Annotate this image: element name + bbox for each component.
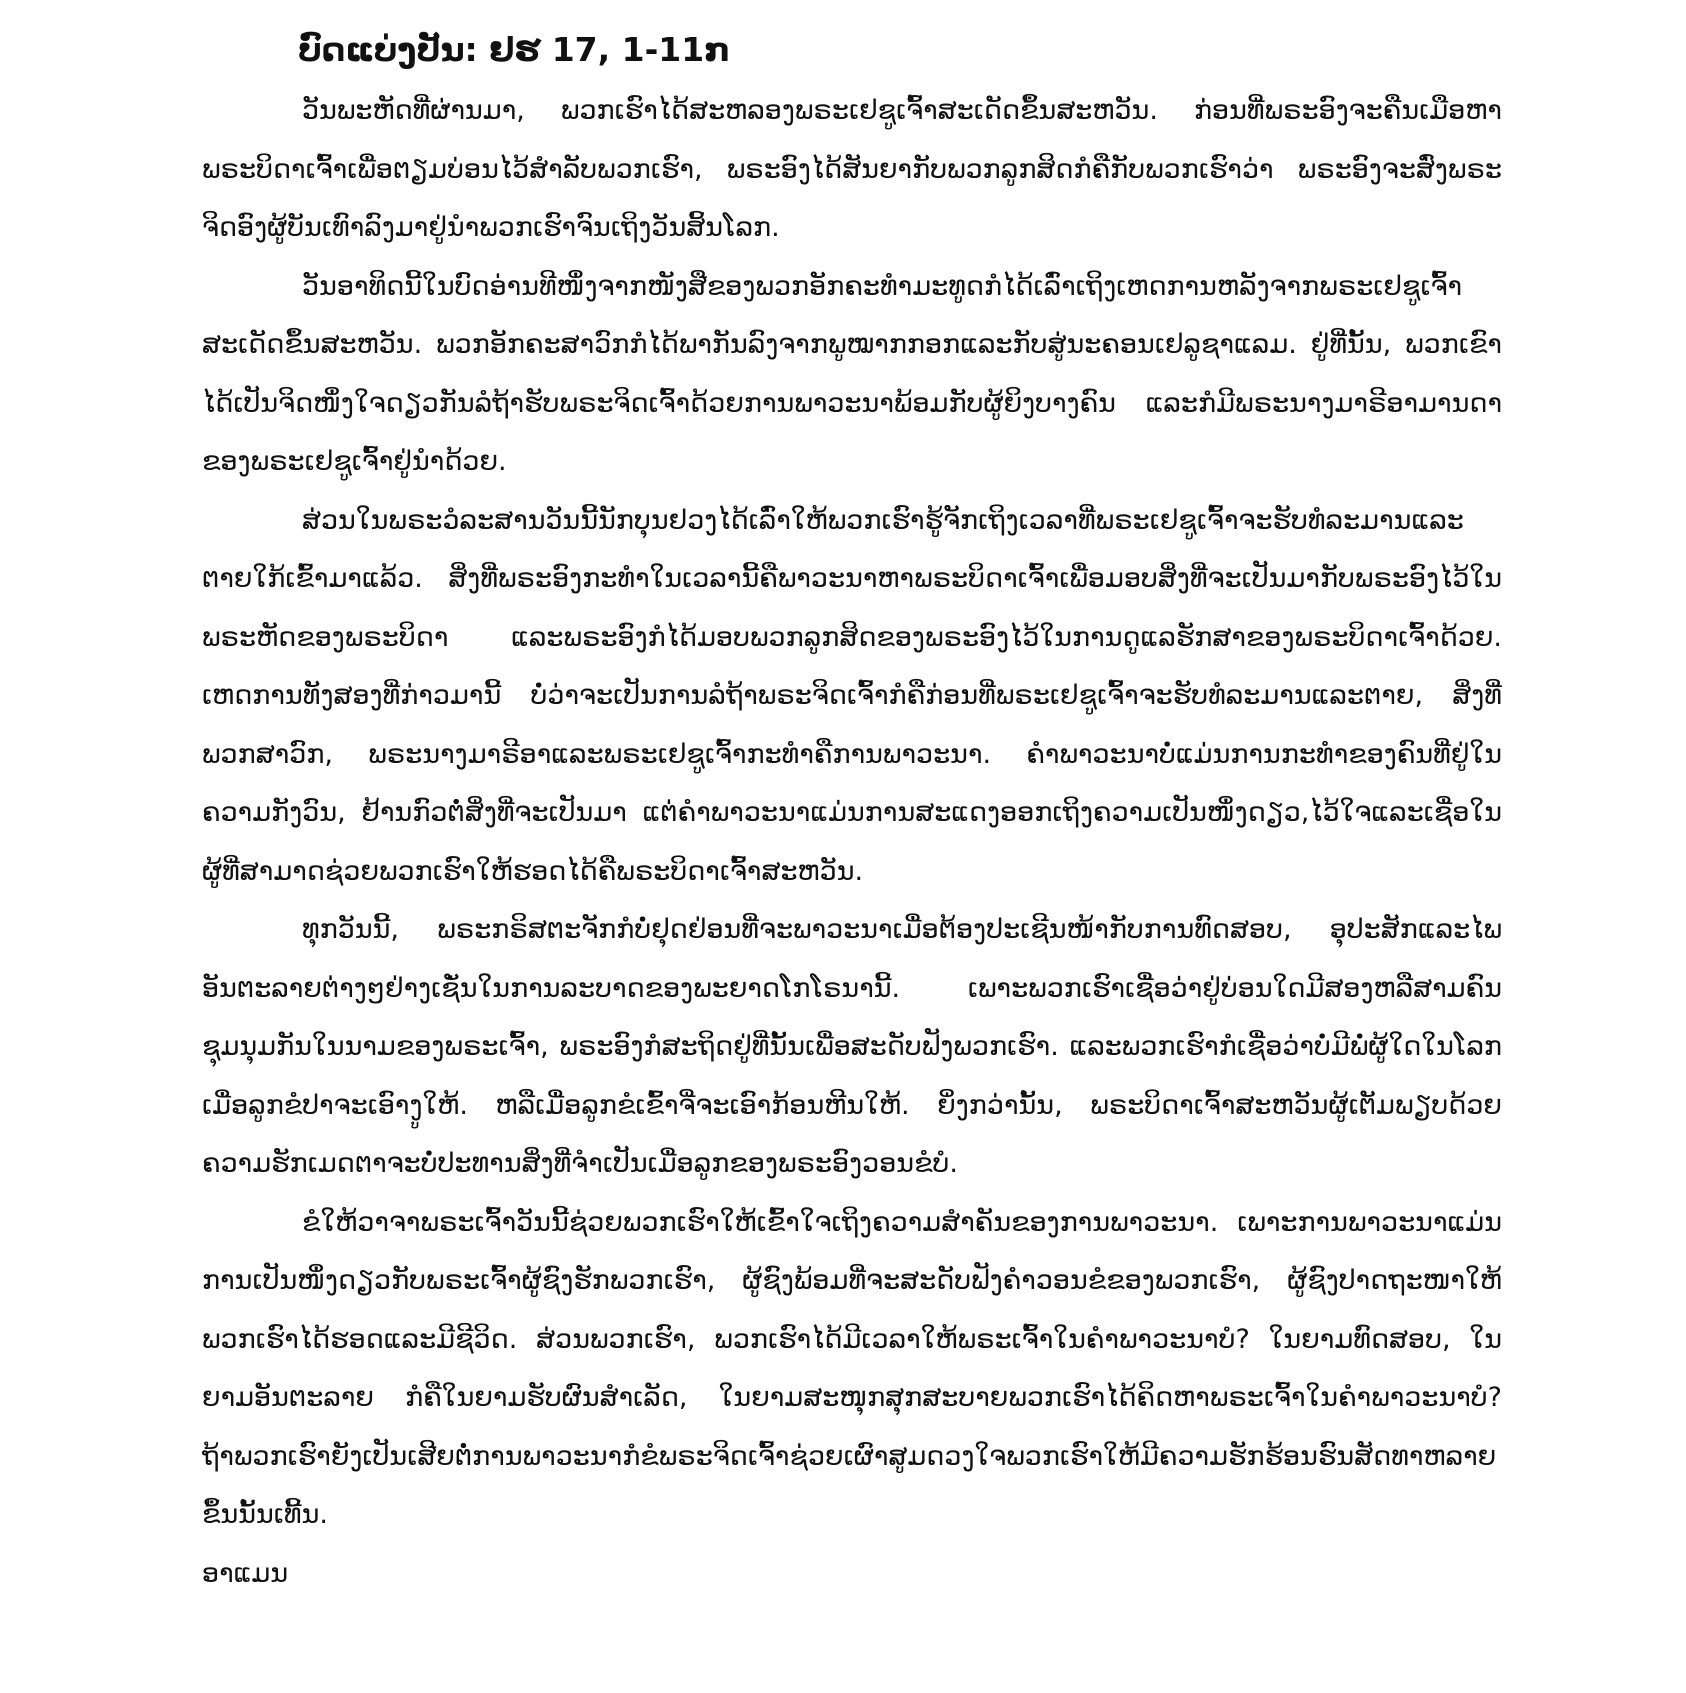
document-body xyxy=(202,82,1502,1603)
paragraph-3: ສ່ວນໃນພຣະວໍລະສານວັນນີ້ນັກບຸນຢວງໄດ້ເລົ່າໃຫ້ພວກເຮົາຮູ້ຈັກເຖິງເວລາທີ່ພຣະເຢຊູເຈົ້າຈະຮັບທໍລະມານແລະຕາຍໃກ້ເຂົ້າມາແລ້ວ. ສິ່ງທີ່ພຣະອົງກະທຳໃນເວລານີ້ຄືພາວະນາຫາພຣະບິດາເຈົ້າເພື່ອມອບສິ່ງທີ່ຈະເປັນມາກັບພຣະອົງໄວ້ໃນພຣະຫັດຂອງພຣະບິດາ ແລະພຣະອົງກໍໄດ້ມອບພວກລູກສິດຂອງພຣະອົງໄວ້ໃນການດູແລຮັກສາຂອງພຣະບິດາເຈົ້າດ້ວຍ. ເຫດການທັງສອງທີ່ກ່າວມານີ້ ບໍ່ວ່າຈະເປັນການລໍຖ້າພຣະຈິດເຈົ້າກໍຄືກ່ອນທີ່ພຣະເຢຊູເຈົ້າຈະຮັບທໍລະມານແລະຕາຍ, ສິ່ງທີ່ພວກສາວົກ, ພຣະນາງມາຣີອາແລະພຣະເຢຊູເຈົ້າກະທຳຄືການພາວະນາ. ຄຳພາວະນາບໍ່ແມ່ນການກະທຳຂອງຄົນທີ່ຢູ່ໃນຄວາມກັງວົນ, ຢ້ານກົວຕໍ່ສິ່ງທີ່ຈະເປັນມາ ແຕ່ຄຳພາວະນາແມ່ນການສະແດງອອກເຖິງຄວາມເປັນໜຶ່ງດຽວ,ໄວ້ໃຈແລະເຊື່ອໃນຜູ້ທີ່ສາມາດຊ່ວຍພວກເຮົາໃຫ້ຮອດໄດ້ຄືພຣະບິດາເຈົ້າສະຫວັນ. xyxy=(202,504,1502,887)
document-title: ບົດແບ່ງປັນ: ຢຮ 17, 1-11ກ xyxy=(298,30,731,69)
paragraph-1: ວັນພະຫັດທີ່ຜ່ານມາ, ພວກເຮົາໄດ້ສະຫລອງພຣະເຢຊູເຈົ້າສະເດັດຂຶ້ນສະຫວັນ. ກ່ອນທີ່ພຣະອົງຈະຄືນເມືອຫາພຣະບິດາເຈົ້າເພື່ອຕຽມບ່ອນໄວ້ສຳລັບພວກເຮົາ, ພຣະອົງໄດ້ສັນຍາກັບພວກລູກສິດກໍຄືກັບພວກເຮົາວ່າ ພຣະອົງຈະສົ່ງພຣະຈິດອົງຜູ້ບັນເທົາລົງມາຢູ່ນຳພວກເຮົາຈົນເຖິງວັນສິ້ນໂລກ. xyxy=(202,95,1502,243)
closing-amen: ອາແມນ xyxy=(202,1557,289,1589)
paragraph-5: ຂໍໃຫ້ວາຈາພຣະເຈົ້າວັນນີ້ຊ່ວຍພວກເຮົາໃຫ້ເຂົ້າໃຈເຖິງຄວາມສຳຄັນຂອງການພາວະນາ. ເພາະການພາວະນາແມ່ນການເປັນໜຶ່ງດຽວກັບພຣະເຈົ້າຜູ້ຊົງຮັກພວກເຮົາ, ຜູ້ຊົງພ້ອມທີ່ຈະສະດັບຟັງຄຳວອນຂໍຂອງພວກເຮົາ, ຜູ້ຊົງປາດຖະໜາໃຫ້ພວກເຮົາໄດ້ຮອດແລະມີຊີວິດ. ສ່ວນພວກເຮົາ, ພວກເຮົາໄດ້ມີເວລາໃຫ້ພຣະເຈົ້າໃນຄຳພາວະນາບໍ? ໃນຍາມທົດສອບ, ໃນຍາມອັນຕະລາຍ ກໍຄືໃນຍາມຮັບຜົນສຳເລັດ, ໃນຍາມສະໜຸກສຸກສະບາຍພວກເຮົາໄດ້ຄິດຫາພຣະເຈົ້າໃນຄຳພາວະນາບໍ? ຖ້າພວກເຮົາຍັງເປັນເສີຍຕໍ່ການພາວະນາກໍຂໍພຣະຈິດເຈົ້າຊ່ວຍເຜົາສູມດວງໃຈພວກເຮົາໃຫ້ມີຄວາມຮັກຮ້ອນຮົນສັດທາຫລາຍຂຶ້ນນັ້ນເທີ້ນ. xyxy=(202,1206,1502,1530)
paragraph-2: ວັນອາທິດນີ້ໃນບົດອ່ານທີໜຶ່ງຈາກໜັງສືຂອງພວກອັກຄະທຳມະທູດກໍໄດ້ເລົ່າເຖິງເຫດການຫລັງຈາກພຣະເຢຊູເຈົ້າສະເດັດຂຶ້ນສະຫວັນ. ພວກອັກຄະສາວົກກໍໄດ້ພາກັນລົງຈາກພູໝາກກອກແລະກັບສູ່ນະຄອນເຢລູຊາແລມ. ຢູ່ທີ່ນັ້ນ, ພວກເຂົາໄດ້ເປັນຈິດໜຶ່ງໃຈດຽວກັນລໍຖ້າຮັບພຣະຈິດເຈົ້າດ້ວຍການພາວະນາພ້ອມກັບຜູ້ຍິງບາງຄົນ ແລະກໍມີພຣະນາງມາຣີອາມານດາຂອງພຣະເຢຊູເຈົ້າຢູ່ນຳດ້ວຍ. xyxy=(202,270,1502,477)
paragraph-4: ທຸກວັນນີ້, ພຣະກຣິສຕະຈັກກໍບໍ່ຢຸດຢ່ອນທີ່ຈະພາວະນາເມື່ອຕ້ອງປະເຊີນໜ້າກັບການທົດສອບ, ອຸປະສັກແລະໄພອັນຕະລາຍຕ່າງໆຢ່າງເຊັ່ນໃນການລະບາດຂອງພະຍາດໂກໂຣນານີ້. ເພາະພວກເຮົາເຊື່ອວ່າຢູ່ບ່ອນໃດມີສອງຫລືສາມຄົນຊຸມນຸມກັນໃນນາມຂອງພຣະເຈົ້າ, ພຣະອົງກໍສະຖິດຢູ່ທີ່ນັ້ນເພື່ອສະດັບຟັງພວກເຮົາ. ແລະພວກເຮົາກໍເຊື່ອວ່າບໍ່ມີພໍ່ຜູ້ໃດໃນໂລກເມື່ອລູກຂໍປາຈະເອົາງູໃຫ້. ຫລືເມື່ອລູກຂໍເຂົ້າຈີ່ຈະເອົາກ້ອນຫີນໃຫ້. ຍິ່ງກວ່ານັ້ນ, ພຣະບິດາເຈົ້າສະຫວັນຜູ້ເຕັມພຽບດ້ວຍຄວາມຮັກເມດຕາຈະບໍ່ປະທານສິ່ງທີ່ຈຳເປັນເມື່ອລູກຂອງພຣະອົງວອນຂໍບໍ. xyxy=(202,914,1502,1179)
